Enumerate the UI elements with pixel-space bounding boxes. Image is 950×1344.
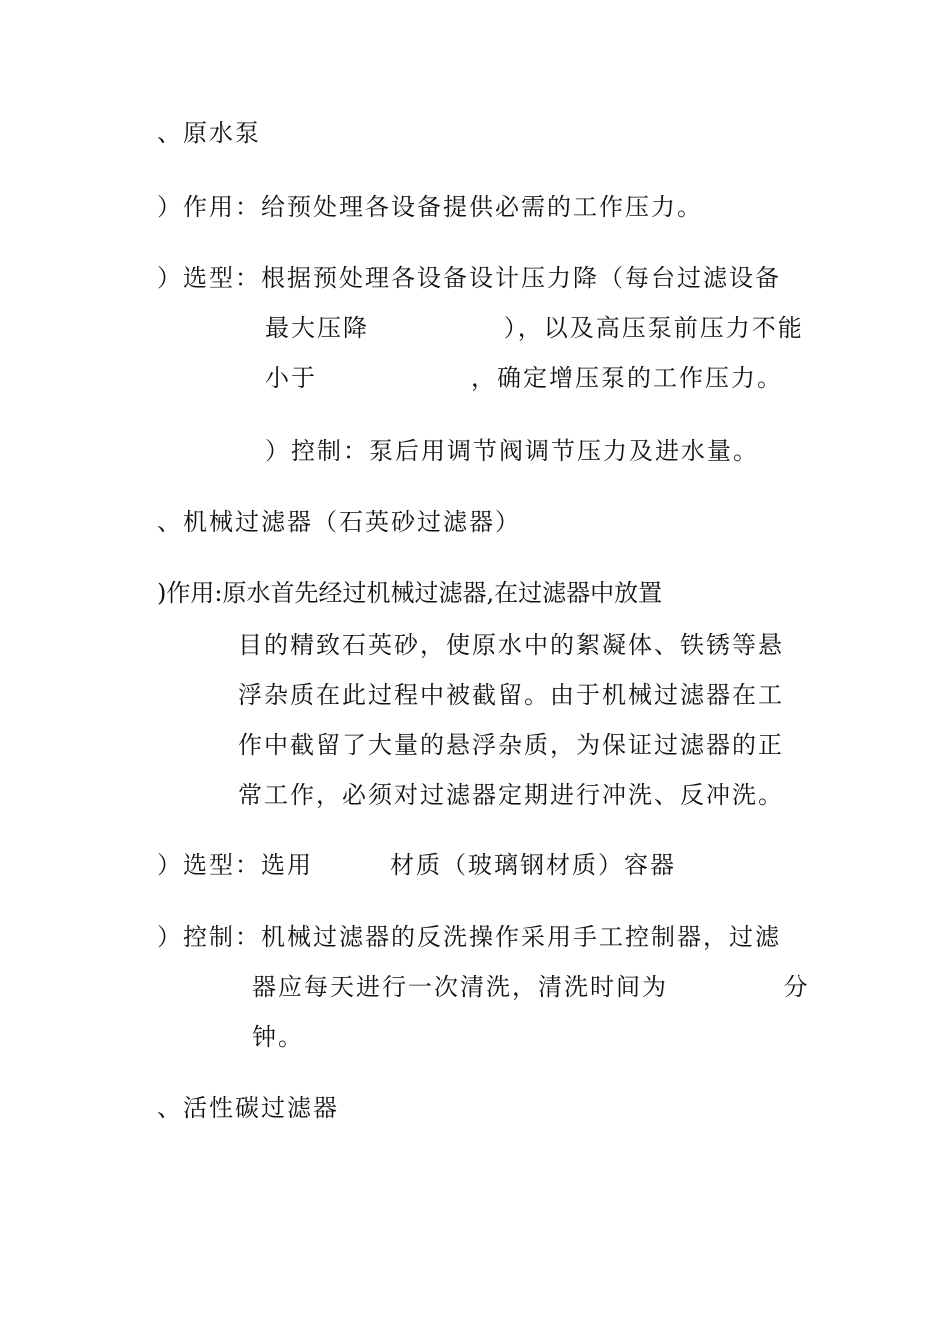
paragraph-line: 作中截留了大量的悬浮杂质，为保证过滤器的正 <box>238 731 784 759</box>
paragraph-line: 目的精致石英砂，使原水中的絮凝体、铁锈等悬 <box>238 631 784 659</box>
section-heading-activated-carbon-filter: 、活性碳过滤器 <box>157 1094 339 1122</box>
paragraph-line: ）选型：选用 材质（玻璃钢材质）容器 <box>157 851 677 879</box>
paragraph-line: 常工作，必须对过滤器定期进行冲洗、反冲洗。 <box>238 781 784 809</box>
paragraph-line: 浮杂质在此过程中被截留。由于机械过滤器在工 <box>238 681 784 709</box>
paragraph-line: ）作用：给预处理各设备提供必需的工作压力。 <box>157 193 703 221</box>
paragraph-line: 小于 ，确定增压泵的工作压力。 <box>265 364 784 392</box>
paragraph-line: ）控制：机械过滤器的反洗操作采用手工控制器，过滤 <box>157 923 781 951</box>
paragraph-line: 最大压降 ），以及高压泵前压力不能 <box>265 314 804 342</box>
section-heading-mechanical-filter: 、机械过滤器（石英砂过滤器） <box>157 508 521 536</box>
paragraph-line: ）选型：根据预处理各设备设计压力降（每台过滤设备 <box>157 264 781 292</box>
paragraph-line: 钟。 <box>252 1023 304 1051</box>
section-heading-raw-water-pump: 、原水泵 <box>157 119 261 147</box>
paragraph-line: ）控制：泵后用调节阀调节压力及进水量。 <box>265 437 759 465</box>
paragraph-line: 器应每天进行一次清洗，清洗时间为 分 <box>252 973 810 1001</box>
paragraph-line: )作用:原水首先经过机械过滤器,在过滤器中放置 <box>157 579 663 607</box>
